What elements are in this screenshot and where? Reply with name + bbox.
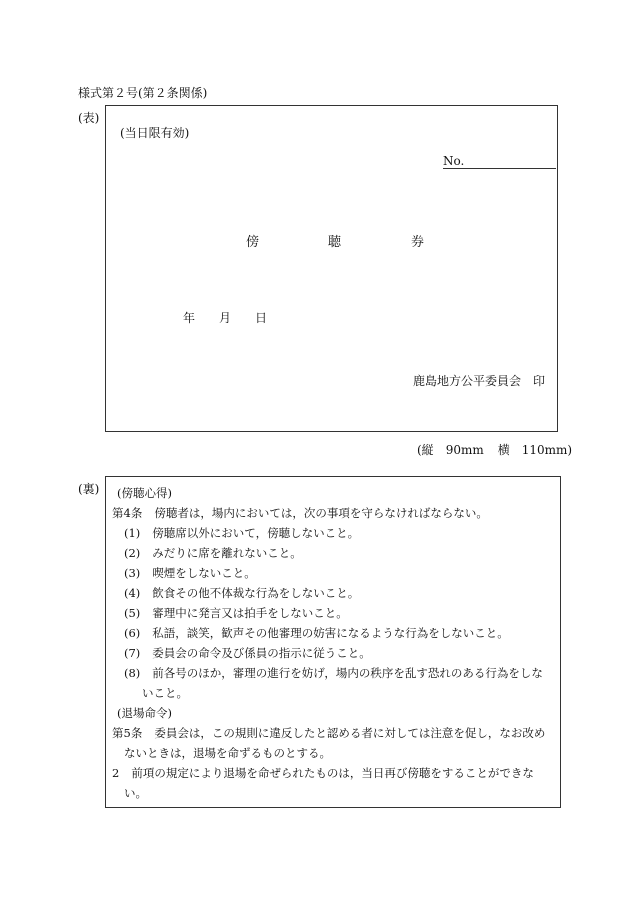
size-note xyxy=(417,441,572,458)
issuer-name: 鹿島地方公平委員会 xyxy=(413,374,522,388)
list-item xyxy=(124,545,302,561)
size-note-open: (縦 xyxy=(417,443,434,457)
item-text: 傍聴席以外において，傍聴しないこと。 xyxy=(152,526,360,540)
seal-mark: 印 xyxy=(533,374,546,388)
list-item xyxy=(124,625,509,641)
article-5-num: 第5条 xyxy=(112,726,143,740)
date-day: 日 xyxy=(255,311,268,325)
ticket-back xyxy=(105,476,561,808)
list-item xyxy=(124,565,256,581)
article-4-num: 第4条 xyxy=(112,506,143,520)
list-item xyxy=(124,525,359,541)
item-text: 前各号のほか，審理の進行を妨げ，場内の秩序を乱す恐れのある行為をしな xyxy=(152,666,543,680)
item-num: (2) xyxy=(124,546,141,560)
item-text: 審理中に発言又は拍手をしないこと。 xyxy=(152,606,348,620)
item-num: (8) xyxy=(124,666,141,680)
article-4-text: 傍聴者は，場内においては，次の事項を守らなければならない。 xyxy=(154,506,488,520)
ticket-title-char-2: 聴 xyxy=(328,235,342,250)
list-item-continuation: いこと。 xyxy=(142,686,188,700)
item-text: みだりに席を離れないこと。 xyxy=(152,546,302,560)
ticket-front xyxy=(105,105,558,432)
item-num: (6) xyxy=(124,626,141,640)
validity-note: (当日限有効) xyxy=(120,126,190,140)
item-num: (5) xyxy=(124,606,141,620)
ticket-number-label: No. xyxy=(443,154,465,168)
date-year: 年 xyxy=(183,311,196,325)
article-4 xyxy=(112,505,488,521)
item-text: 喫煙をしないこと。 xyxy=(152,566,256,580)
size-width: 110mm) xyxy=(521,443,573,457)
item-text: 委員会の命令及び係員の指示に従うこと。 xyxy=(152,646,371,660)
paragraph-2-num: 2 xyxy=(112,766,120,780)
item-num: (1) xyxy=(124,526,141,540)
list-item xyxy=(124,645,371,661)
paragraph-2-continuation: い。 xyxy=(124,786,147,800)
date-month: 月 xyxy=(219,311,232,325)
ticket-title-char-3: 券 xyxy=(411,235,425,250)
article-5-continuation: ないときは，退場を命ずるものとする。 xyxy=(124,746,331,760)
list-item xyxy=(124,665,543,681)
paragraph-2-text: 前項の規定により退場を命ぜられたものは，当日再び傍聴をすることができな xyxy=(131,766,534,780)
size-height: 90mm xyxy=(445,443,484,457)
form-title: 様式第２号(第２条関係) xyxy=(78,86,208,100)
article-5-text: 委員会は，この規則に違反したと認める者に対しては注意を促し，なお改め xyxy=(154,726,546,740)
ticket-number-field xyxy=(443,154,556,169)
paragraph-2 xyxy=(112,765,534,781)
size-width-label: 横 xyxy=(497,443,510,457)
list-item xyxy=(124,605,348,621)
issuer-line xyxy=(413,372,545,389)
ticket-title-char-1: 傍 xyxy=(246,235,260,250)
item-text: 私語，談笑，歓声その他審理の妨害になるような行為をしないこと。 xyxy=(152,626,509,640)
item-num: (4) xyxy=(124,586,141,600)
front-side-label: (表) xyxy=(78,111,100,125)
item-num: (3) xyxy=(124,566,141,580)
item-text: 飲食その他不体裁な行為をしないこと。 xyxy=(152,586,360,600)
article-5 xyxy=(112,725,545,741)
back-side-label: (裏) xyxy=(78,482,100,496)
heading-rules: (傍聴心得) xyxy=(117,486,172,500)
heading-removal: (退場命令) xyxy=(117,706,172,720)
list-item xyxy=(124,585,359,601)
item-num: (7) xyxy=(124,646,141,660)
